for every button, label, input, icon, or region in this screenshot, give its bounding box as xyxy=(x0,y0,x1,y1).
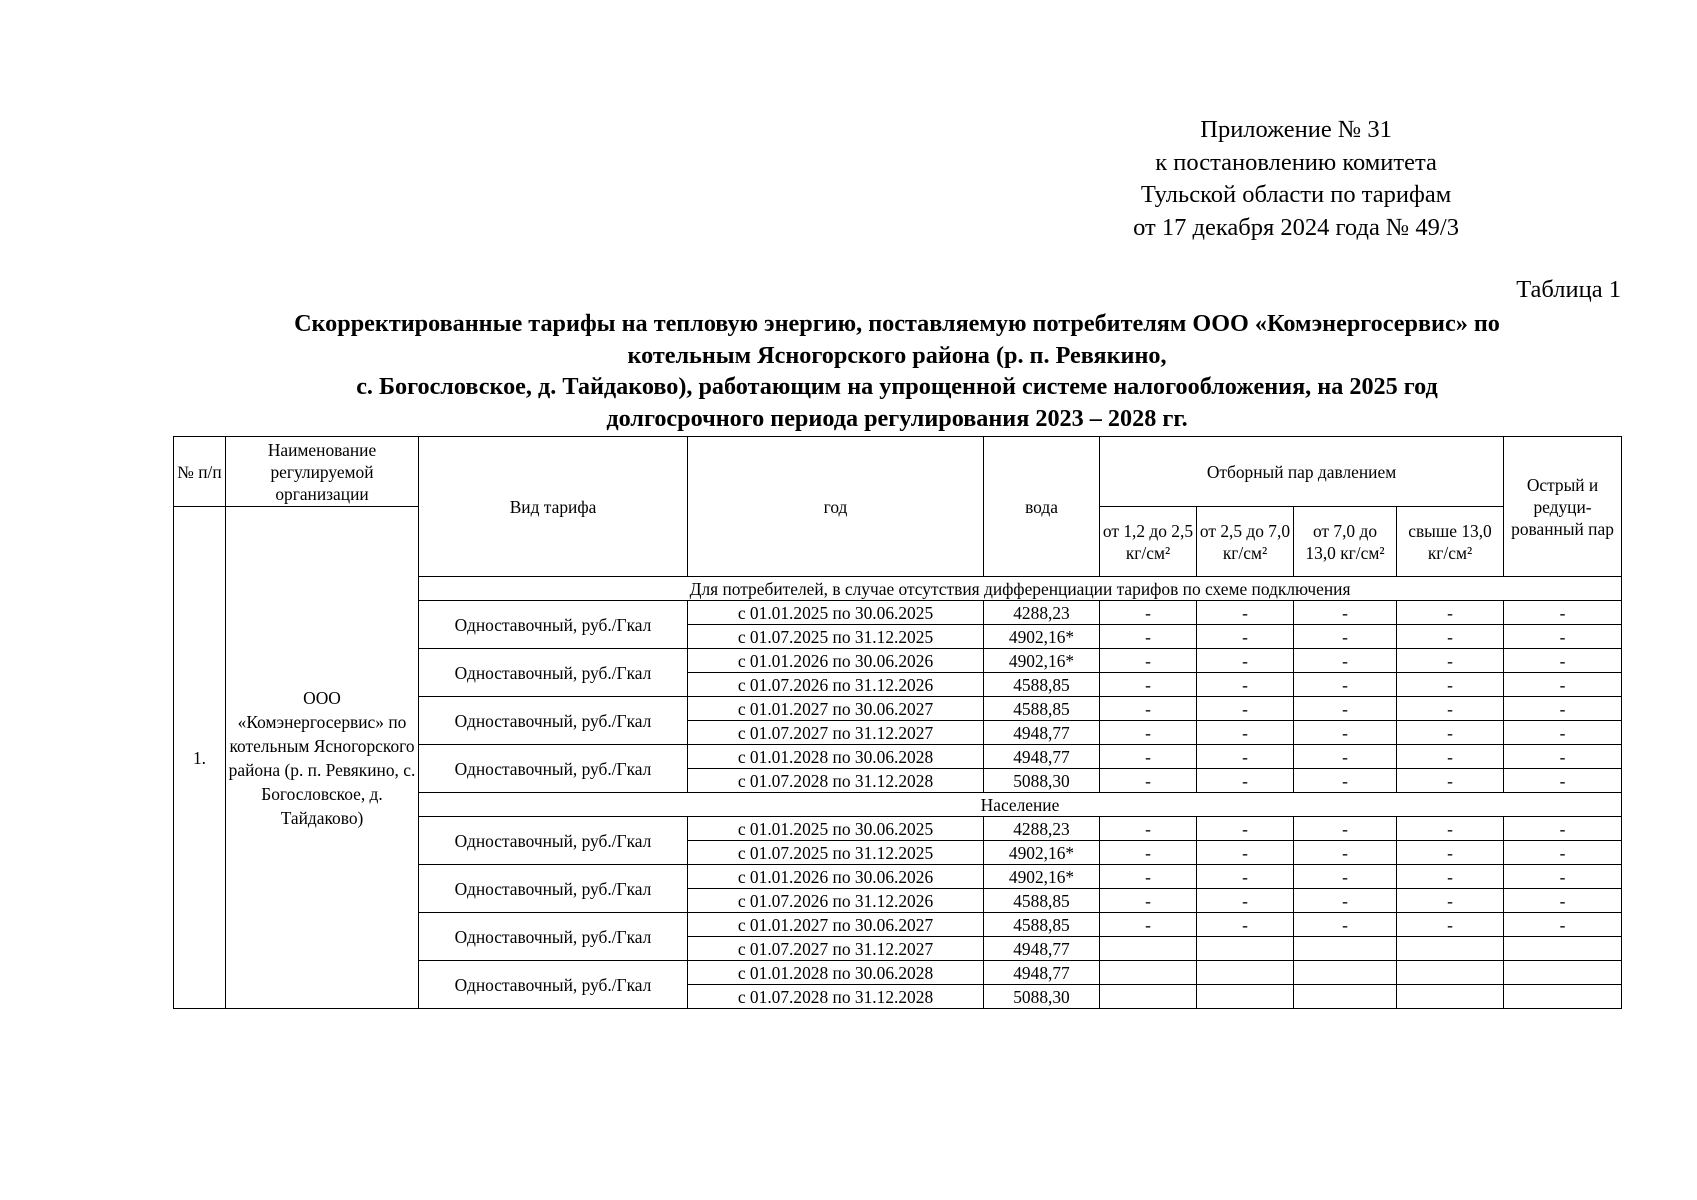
steam-4-cell: - xyxy=(1397,649,1504,673)
header-steam-4: свыше 13,0 кг/см² xyxy=(1397,507,1504,577)
water-cell: 4948,77 xyxy=(984,937,1100,961)
steam-1-cell: - xyxy=(1100,769,1197,793)
water-cell: 4948,77 xyxy=(984,721,1100,745)
steam-3-cell: - xyxy=(1294,625,1397,649)
steam-1-cell: - xyxy=(1100,889,1197,913)
water-cell: 4288,23 xyxy=(984,601,1100,625)
tariff-type-cell: Одноставочный, руб./Гкал xyxy=(419,601,688,649)
sharp-cell xyxy=(1504,961,1622,985)
header-steam-2: от 2,5 до 7,0 кг/см² xyxy=(1197,507,1294,577)
water-cell: 4948,77 xyxy=(984,745,1100,769)
header-steam-group: Отборный пар давлением xyxy=(1100,437,1504,507)
water-cell: 4948,77 xyxy=(984,961,1100,985)
steam-4-cell: - xyxy=(1397,889,1504,913)
header-sharp-steam: Острый и редуци-рованный пар xyxy=(1504,437,1622,577)
row-number: 1. xyxy=(174,507,226,1009)
steam-4-cell: - xyxy=(1397,865,1504,889)
steam-2-cell: - xyxy=(1197,889,1294,913)
steam-2-cell: - xyxy=(1197,913,1294,937)
header-num: № п/п xyxy=(174,437,226,507)
sharp-cell: - xyxy=(1504,913,1622,937)
water-cell: 4288,23 xyxy=(984,817,1100,841)
section-title: Для потребителей, в случае отсутствия дифференциации тарифов по схеме подключения xyxy=(419,577,1622,601)
steam-2-cell xyxy=(1197,985,1294,1009)
tariff-type-cell: Одноставочный, руб./Гкал xyxy=(419,697,688,745)
steam-3-cell: - xyxy=(1294,745,1397,769)
header-org: Наименование регулируемой организации xyxy=(226,437,419,507)
sharp-cell: - xyxy=(1504,601,1622,625)
steam-1-cell: - xyxy=(1100,841,1197,865)
sharp-cell: - xyxy=(1504,889,1622,913)
title-line: Скорректированные тарифы на тепловую энергию, поставляемую потребителям ООО «Комэнергосервис» по xyxy=(294,310,1500,337)
steam-3-cell xyxy=(1294,985,1397,1009)
annex-line: от 17 декабря 2024 года № 49/3 xyxy=(1133,213,1459,241)
steam-4-cell: - xyxy=(1397,769,1504,793)
annex-line: Тульской области по тарифам xyxy=(1140,181,1452,208)
annex-line: Приложение № 31 xyxy=(1200,116,1392,143)
section-title: Население xyxy=(419,793,1622,817)
period-cell: с 01.01.2026 по 30.06.2026 xyxy=(688,649,984,673)
steam-3-cell: - xyxy=(1294,817,1397,841)
sharp-cell xyxy=(1504,937,1622,961)
tariff-type-cell: Одноставочный, руб./Гкал xyxy=(419,649,688,697)
title-line: котельным Ясногорского района (р. п. Ревякино, xyxy=(627,341,1167,369)
steam-3-cell: - xyxy=(1294,769,1397,793)
steam-1-cell xyxy=(1100,961,1197,985)
steam-1-cell: - xyxy=(1100,625,1197,649)
steam-1-cell xyxy=(1100,985,1197,1009)
header-row xyxy=(174,437,1622,507)
steam-2-cell: - xyxy=(1197,697,1294,721)
water-cell: 4902,16* xyxy=(984,865,1100,889)
water-cell: 4588,85 xyxy=(984,697,1100,721)
steam-3-cell xyxy=(1294,961,1397,985)
period-cell: с 01.01.2025 по 30.06.2025 xyxy=(688,817,984,841)
sharp-cell: - xyxy=(1504,841,1622,865)
period-cell: с 01.07.2027 по 31.12.2027 xyxy=(688,937,984,961)
sharp-cell: - xyxy=(1504,673,1622,697)
steam-4-cell: - xyxy=(1397,721,1504,745)
steam-4-cell: - xyxy=(1397,841,1504,865)
steam-3-cell: - xyxy=(1294,601,1397,625)
period-cell: с 01.07.2028 по 31.12.2028 xyxy=(688,769,984,793)
steam-4-cell xyxy=(1397,937,1504,961)
title-line: с. Богословское, д. Тайдаково), работающим на упрощенной системе налогообложения, на 2025 год xyxy=(356,373,1438,400)
sharp-cell: - xyxy=(1504,817,1622,841)
steam-2-cell: - xyxy=(1197,625,1294,649)
tariff-type-cell: Одноставочный, руб./Гкал xyxy=(419,865,688,913)
steam-1-cell: - xyxy=(1100,601,1197,625)
period-cell: с 01.01.2026 по 30.06.2026 xyxy=(688,865,984,889)
period-cell: с 01.01.2028 по 30.06.2028 xyxy=(688,961,984,985)
steam-1-cell: - xyxy=(1100,817,1197,841)
steam-4-cell: - xyxy=(1397,673,1504,697)
steam-1-cell xyxy=(1100,937,1197,961)
steam-2-cell: - xyxy=(1197,817,1294,841)
steam-2-cell: - xyxy=(1197,649,1294,673)
steam-3-cell: - xyxy=(1294,913,1397,937)
annex-header xyxy=(1133,114,1459,244)
water-cell: 5088,30 xyxy=(984,769,1100,793)
tariff-type-cell: Одноставочный, руб./Гкал xyxy=(419,745,688,793)
sharp-cell: - xyxy=(1504,625,1622,649)
steam-4-cell: - xyxy=(1397,913,1504,937)
period-cell: с 01.07.2028 по 31.12.2028 xyxy=(688,985,984,1009)
steam-1-cell: - xyxy=(1100,745,1197,769)
water-cell: 4588,85 xyxy=(984,913,1100,937)
steam-4-cell xyxy=(1397,985,1504,1009)
steam-2-cell xyxy=(1197,961,1294,985)
header-steam-3: от 7,0 до 13,0 кг/см² xyxy=(1294,507,1397,577)
steam-3-cell xyxy=(1294,937,1397,961)
steam-3-cell: - xyxy=(1294,865,1397,889)
period-cell: с 01.07.2026 по 31.12.2026 xyxy=(688,673,984,697)
steam-1-cell: - xyxy=(1100,649,1197,673)
sharp-cell: - xyxy=(1504,721,1622,745)
header-year: год xyxy=(688,437,984,577)
period-cell: с 01.01.2025 по 30.06.2025 xyxy=(688,601,984,625)
water-cell: 4588,85 xyxy=(984,673,1100,697)
period-cell: с 01.07.2027 по 31.12.2027 xyxy=(688,721,984,745)
tariff-type-cell: Одноставочный, руб./Гкал xyxy=(419,913,688,961)
annex-line: к постановлению комитета xyxy=(1155,148,1437,176)
water-cell: 4902,16* xyxy=(984,841,1100,865)
period-cell: с 01.07.2025 по 31.12.2025 xyxy=(688,625,984,649)
header-water: вода xyxy=(984,437,1100,577)
tariff-type-cell: Одноставочный, руб./Гкал xyxy=(419,961,688,1009)
steam-2-cell: - xyxy=(1197,769,1294,793)
steam-1-cell: - xyxy=(1100,865,1197,889)
steam-4-cell xyxy=(1397,961,1504,985)
steam-3-cell: - xyxy=(1294,697,1397,721)
period-cell: с 01.07.2025 по 31.12.2025 xyxy=(688,841,984,865)
steam-1-cell: - xyxy=(1100,697,1197,721)
steam-2-cell: - xyxy=(1197,841,1294,865)
steam-2-cell xyxy=(1197,937,1294,961)
period-cell: с 01.01.2027 по 30.06.2027 xyxy=(688,697,984,721)
sharp-cell: - xyxy=(1504,769,1622,793)
water-cell: 5088,30 xyxy=(984,985,1100,1009)
steam-3-cell: - xyxy=(1294,721,1397,745)
header-tariff-type: Вид тарифа xyxy=(419,437,688,577)
period-cell: с 01.07.2026 по 31.12.2026 xyxy=(688,889,984,913)
table-label: Таблица 1 xyxy=(1516,276,1621,303)
tariff-type-cell: Одноставочный, руб./Гкал xyxy=(419,817,688,865)
steam-4-cell: - xyxy=(1397,625,1504,649)
period-cell: с 01.01.2028 по 30.06.2028 xyxy=(688,745,984,769)
title-line: долгосрочного периода регулирования 2023 – 2028 гг. xyxy=(606,404,1188,432)
document-title xyxy=(172,308,1622,434)
water-cell: 4902,16* xyxy=(984,625,1100,649)
steam-3-cell: - xyxy=(1294,649,1397,673)
sharp-cell: - xyxy=(1504,745,1622,769)
sharp-cell: - xyxy=(1504,865,1622,889)
header-steam-1: от 1,2 до 2,5 кг/см² xyxy=(1100,507,1197,577)
steam-4-cell: - xyxy=(1397,745,1504,769)
steam-4-cell: - xyxy=(1397,817,1504,841)
steam-3-cell: - xyxy=(1294,841,1397,865)
period-cell: с 01.01.2027 по 30.06.2027 xyxy=(688,913,984,937)
steam-2-cell: - xyxy=(1197,721,1294,745)
steam-3-cell: - xyxy=(1294,673,1397,697)
steam-4-cell: - xyxy=(1397,601,1504,625)
steam-1-cell: - xyxy=(1100,673,1197,697)
tariff-table xyxy=(173,436,1622,1009)
sharp-cell xyxy=(1504,985,1622,1009)
steam-2-cell: - xyxy=(1197,601,1294,625)
water-cell: 4902,16* xyxy=(984,649,1100,673)
steam-3-cell: - xyxy=(1294,889,1397,913)
steam-1-cell: - xyxy=(1100,721,1197,745)
steam-2-cell: - xyxy=(1197,745,1294,769)
organization-name: ООО «Комэнергосервис» по котельным Ясногорского района (р. п. Ревякино, с. Богословское, д. Тайдаково) xyxy=(226,507,419,1009)
water-cell: 4588,85 xyxy=(984,889,1100,913)
sharp-cell: - xyxy=(1504,649,1622,673)
sharp-cell: - xyxy=(1504,697,1622,721)
steam-4-cell: - xyxy=(1397,697,1504,721)
steam-1-cell: - xyxy=(1100,913,1197,937)
steam-2-cell: - xyxy=(1197,673,1294,697)
steam-2-cell: - xyxy=(1197,865,1294,889)
